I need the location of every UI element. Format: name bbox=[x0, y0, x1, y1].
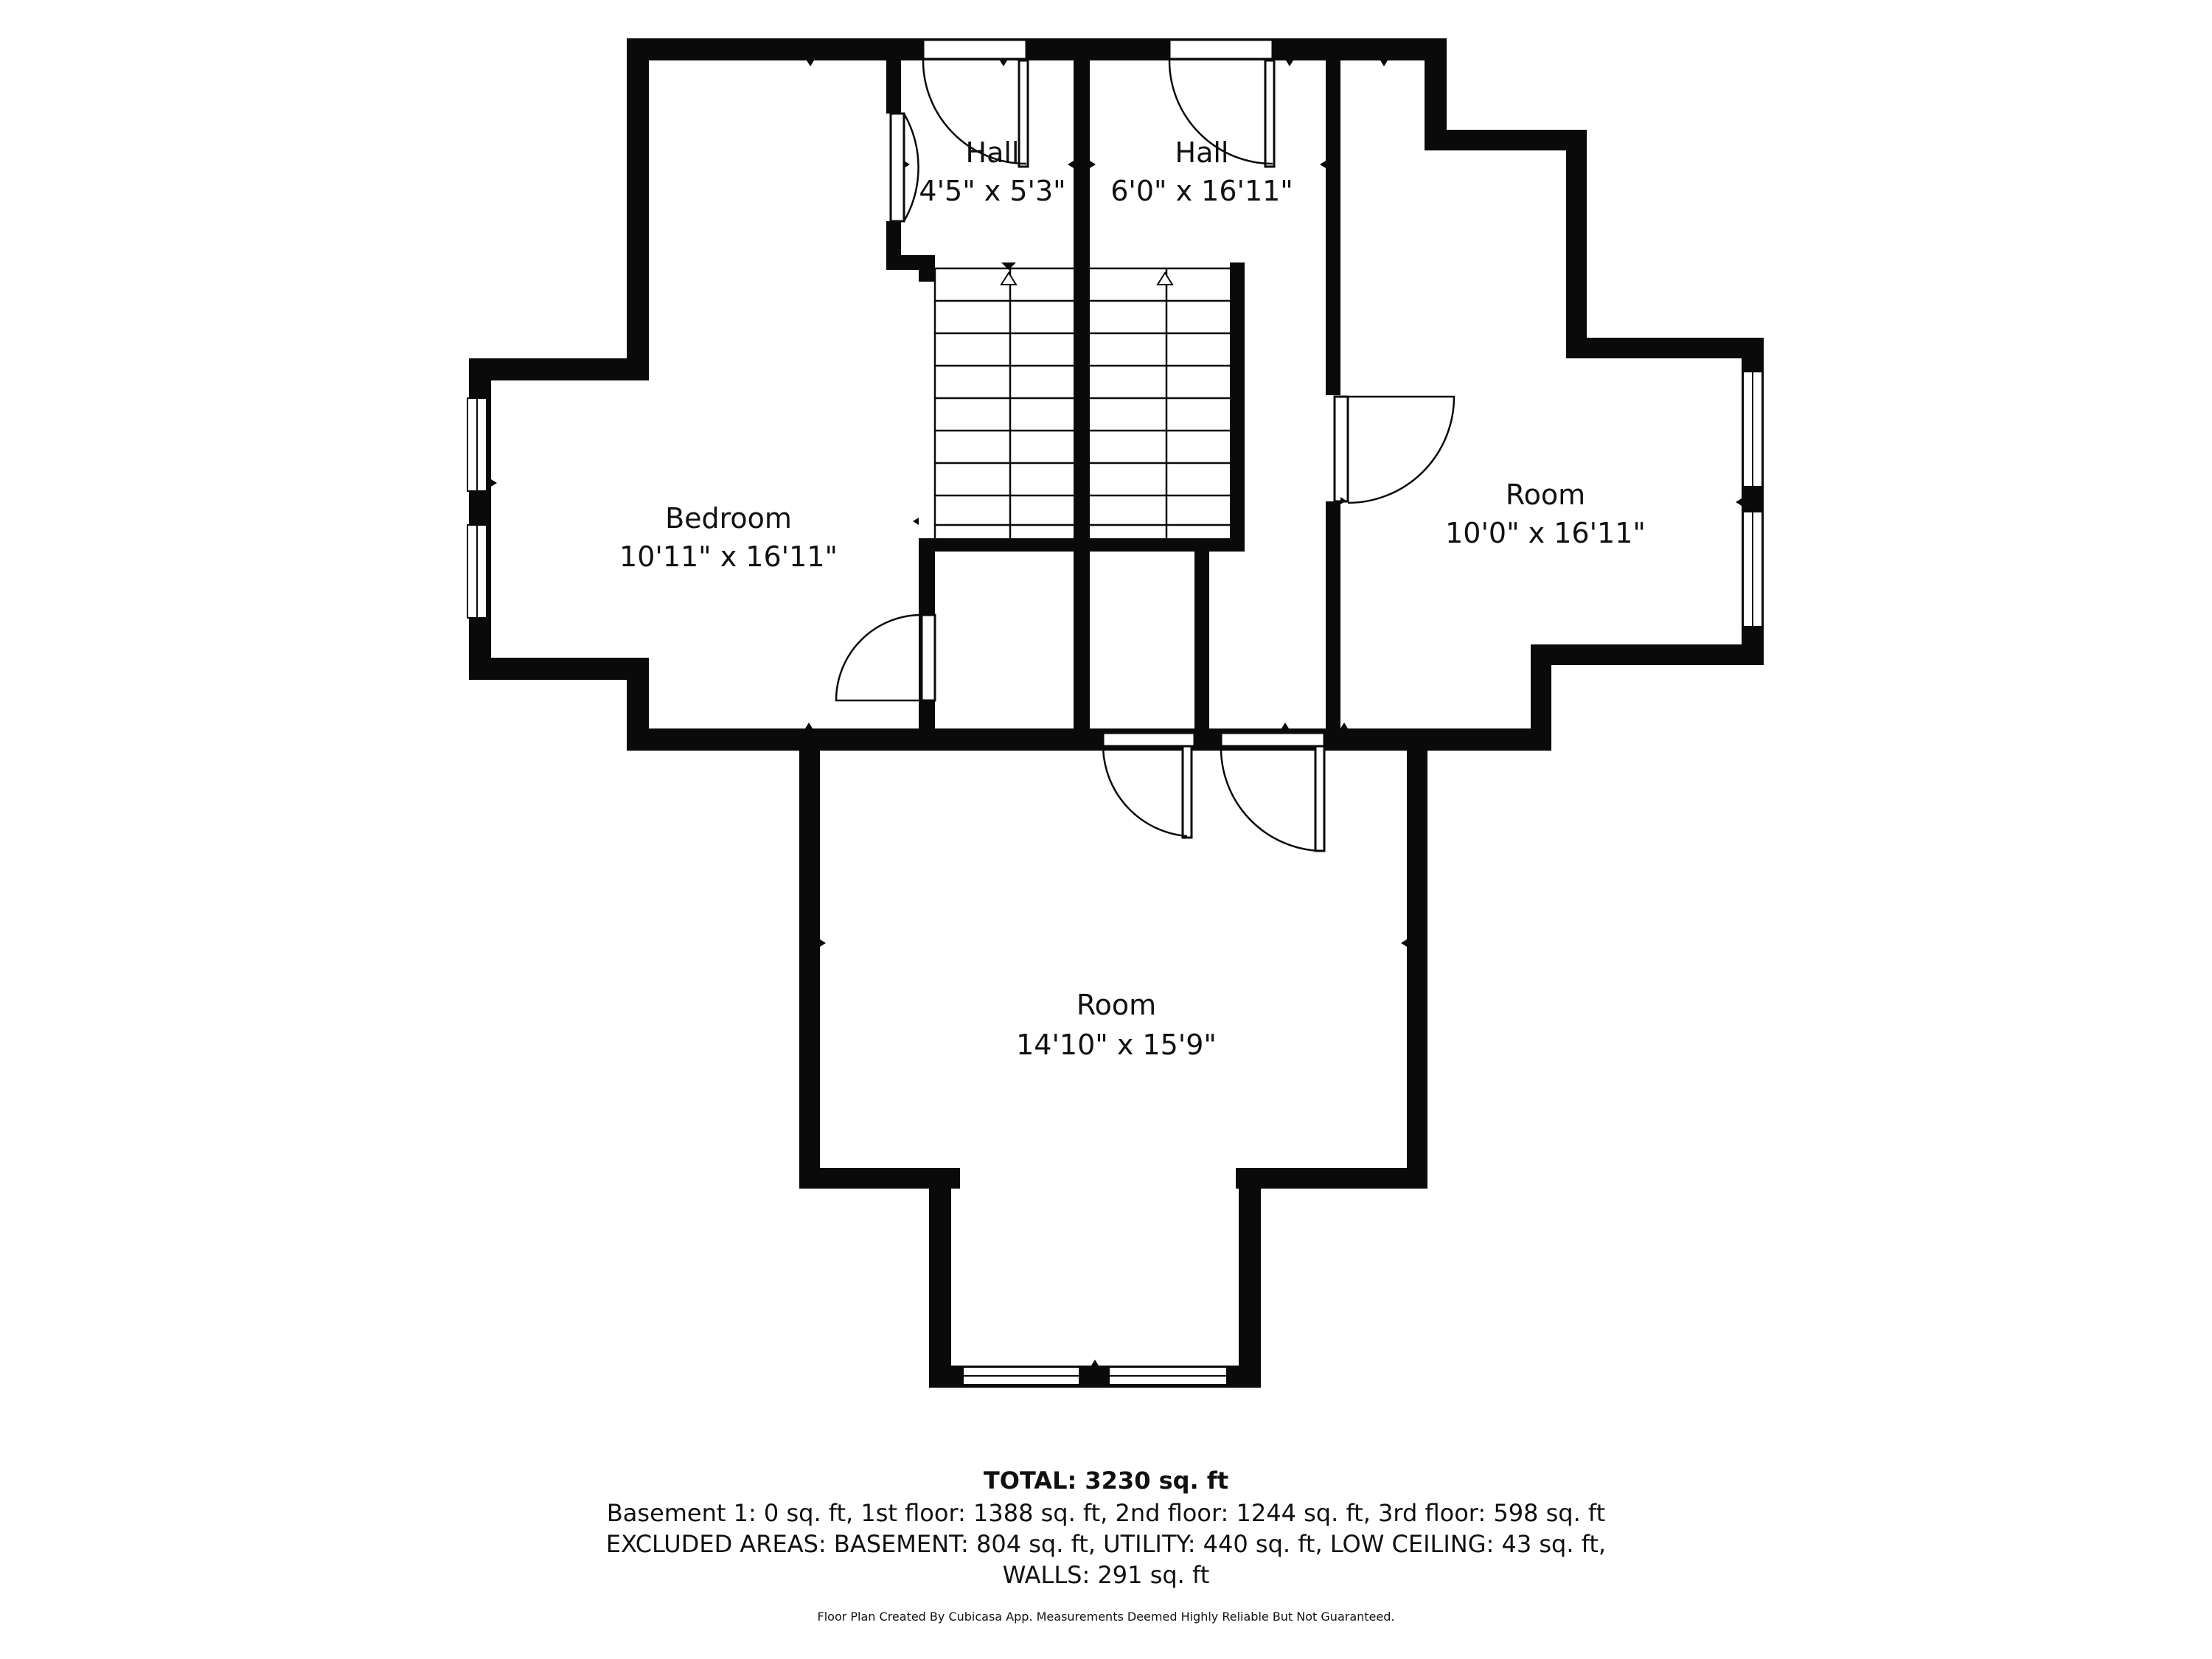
door-leaf bbox=[891, 114, 904, 221]
door-opening bbox=[923, 40, 1026, 59]
wall bbox=[1531, 644, 1764, 665]
room-name: Room bbox=[1076, 989, 1157, 1021]
wall bbox=[1239, 1168, 1261, 1388]
total-area: TOTAL: 3230 sq. ft bbox=[983, 1467, 1229, 1495]
room-label-hall-small bbox=[919, 136, 1065, 207]
door-swing bbox=[836, 615, 922, 700]
door-leaf bbox=[1315, 746, 1324, 851]
door-opening bbox=[1169, 40, 1273, 59]
wall bbox=[469, 658, 649, 680]
wall bbox=[929, 1168, 951, 1388]
room-dimensions: 14'10" x 15'9" bbox=[1016, 1029, 1217, 1061]
wall bbox=[886, 255, 935, 270]
walls-area: WALLS: 291 sq. ft bbox=[1002, 1561, 1210, 1589]
door-opening bbox=[1103, 733, 1194, 746]
excluded-areas: EXCLUDED AREAS: BASEMENT: 804 sq. ft, UTILITY: 440 sq. ft, LOW CEILING: 43 sq. ft, bbox=[605, 1530, 1607, 1558]
wall bbox=[1531, 644, 1551, 751]
door-leaf bbox=[1183, 746, 1192, 838]
room-label-bedroom bbox=[619, 502, 838, 573]
disclaimer: Floor Plan Created By Cubicasa App. Measurements Deemed Highly Reliable But Not Guaranteed. bbox=[817, 1610, 1395, 1624]
walls bbox=[469, 38, 1764, 1388]
wall bbox=[1194, 546, 1209, 742]
door-swing bbox=[1348, 397, 1454, 503]
wall bbox=[627, 38, 649, 363]
floor-areas: Basement 1: 0 sq. ft, 1st floor: 1388 sq. ft, 2nd floor: 1244 sq. ft, 3rd floor: 598 sq. ft bbox=[606, 1499, 1606, 1527]
room-name: Hall bbox=[1175, 136, 1229, 169]
room-name: Room bbox=[1505, 479, 1586, 511]
wall bbox=[627, 38, 1447, 60]
wall bbox=[469, 358, 649, 380]
door-leaf bbox=[922, 615, 935, 700]
wall bbox=[1425, 130, 1584, 150]
door-leaf bbox=[1265, 60, 1274, 167]
wall bbox=[1566, 130, 1587, 357]
wall bbox=[1407, 737, 1427, 1187]
stair-arrow-icon bbox=[1001, 273, 1016, 285]
wall bbox=[1236, 1168, 1427, 1189]
room-label-room-right bbox=[1445, 479, 1646, 549]
room-dimensions: 10'11" x 16'11" bbox=[619, 540, 838, 573]
stair-arrow-icon bbox=[1158, 273, 1172, 285]
dimension-markers bbox=[491, 60, 1742, 1366]
room-name: Hall bbox=[965, 136, 1020, 169]
wall bbox=[919, 268, 935, 282]
room-name: Bedroom bbox=[665, 502, 792, 535]
door-opening bbox=[1221, 733, 1324, 746]
room-dimensions: 10'0" x 16'11" bbox=[1445, 517, 1646, 549]
door-leaf bbox=[1335, 397, 1348, 501]
wall bbox=[1074, 50, 1090, 740]
door-leaf bbox=[1019, 60, 1028, 167]
wall bbox=[799, 737, 820, 1187]
wall bbox=[1326, 50, 1340, 395]
door-swing bbox=[1221, 746, 1320, 851]
door-swing bbox=[904, 114, 919, 221]
wall bbox=[1566, 338, 1764, 358]
room-dimensions: 4'5" x 5'3" bbox=[919, 175, 1066, 207]
room-dimensions: 6'0" x 16'11" bbox=[1110, 175, 1293, 207]
wall bbox=[886, 50, 901, 114]
wall bbox=[1326, 501, 1340, 742]
area-summary bbox=[0, 1464, 2212, 1624]
room-label-room-lower bbox=[1016, 989, 1217, 1061]
door-swing bbox=[1103, 746, 1187, 836]
